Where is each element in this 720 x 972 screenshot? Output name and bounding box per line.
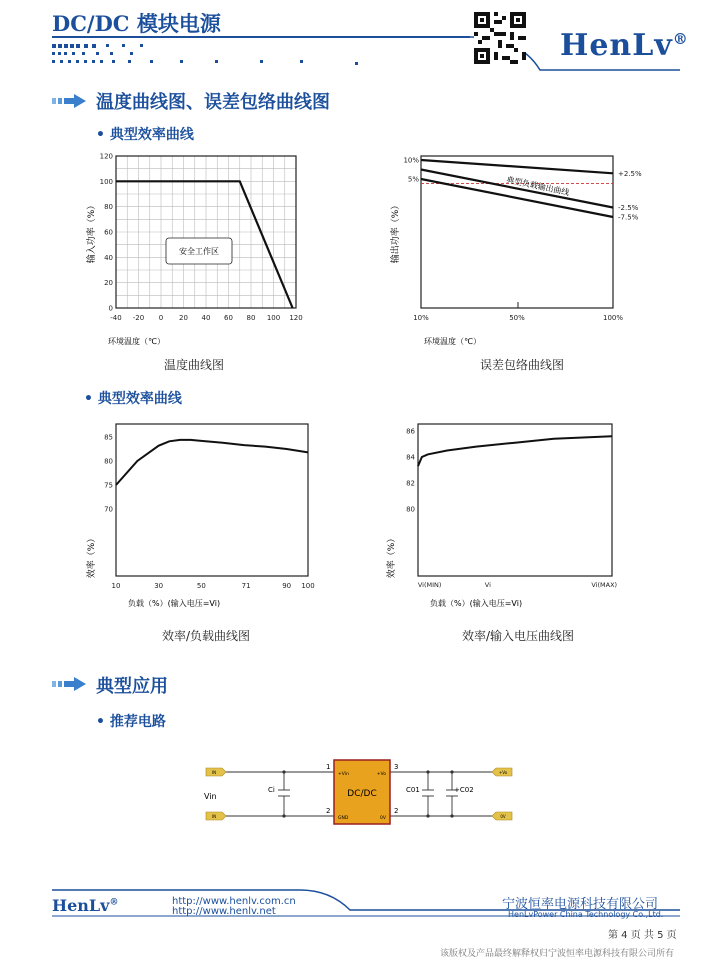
pin1-number: 1 [326,763,331,771]
x-tick-label: 60 [224,314,233,322]
pin-0v-label: 0V [380,816,386,821]
chart-series-line [421,160,613,173]
caption-efficiency-load: 效率/负载曲线图 [162,629,251,643]
svg-text:IN: IN [211,814,217,819]
y-tick-label: 60 [104,228,113,237]
section-arrow-icon [52,676,88,692]
chart-error-envelope [384,148,646,348]
copyright-notice: 该版权及产品最终解释权归宁波恒率电源科技有限公司所有 [440,949,675,959]
x-tick-label: 10% [413,314,429,322]
pin3-number: 3 [394,763,399,771]
svg-text:IN: IN [211,770,217,775]
chart-xlabel: 环境温度（℃） [424,337,481,346]
svg-text:0V: 0V [500,814,506,819]
footer-url-2[interactable]: http://www.henlv.net [172,906,276,917]
y-tick-label: 0 [108,304,113,313]
footer-company-cn: 宁波恒率电源科技有限公司 [502,897,659,912]
x-tick-label: 40 [201,314,211,322]
y-tick-label: 5% [407,175,419,184]
x-tick-label: 100 [301,582,315,590]
y-tick-label: 80 [104,457,113,466]
subtitle-circuit: • 推荐电路 [96,714,166,730]
y-tick-label: 40 [104,253,113,262]
ci-label: Ci [268,786,275,794]
y-tick-label: 86 [406,427,415,436]
pin-vin-label: +Vin [338,772,349,777]
svg-text:+Vo: +Vo [498,770,508,775]
y-tick-label: 70 [104,505,113,514]
page-header-title: DC/DC 模块电源 [52,11,221,36]
safe-zone-label: 安全工作区 [179,247,219,256]
x-tick-label: 80 [246,314,256,322]
pin2b-number: 2 [394,807,399,815]
chart-efficiency-vin [384,416,634,616]
pin2-number: 2 [326,807,331,815]
chart-ylabel: 效率（%） [87,533,97,579]
section-arrow-icon [52,93,88,109]
chart-xlabel: 环境温度（℃） [108,337,165,346]
x-tick-label: 50 [196,582,206,590]
caption-efficiency-vin: 效率/输入电压曲线图 [462,629,575,643]
x-tick-label: -20 [132,314,145,322]
input-terminal-bottom [206,812,226,820]
chart-series-line [418,436,612,466]
x-tick-label: -40 [110,314,122,322]
caption-temperature: 温度曲线图 [164,358,225,372]
output-terminal-top [492,768,512,776]
footer-url-1[interactable]: http://www.henlv.com.cn [172,896,296,907]
typical-load-label: 典型负载输出曲线 [505,175,571,198]
chart-frame [116,424,308,576]
chart-temperature [84,148,314,348]
module-label: DC/DC [347,789,377,799]
series-label: -7.5% [618,213,639,222]
y-tick-label: 100 [99,177,113,186]
subtitle-efficiency-2: • 典型效率曲线 [84,391,182,407]
x-tick-label: 10 [111,582,121,590]
chart-ylabel: 输出功率（%） [391,200,401,264]
y-tick-label: 80 [104,203,113,212]
footer-company-en: HenLvPower China Technology Co.,Ltd. [508,910,664,919]
vin-label: Vin [204,792,217,801]
output-terminal-bottom [492,812,512,820]
x-tick-label: 0 [158,314,164,322]
y-tick-label: 84 [406,453,415,462]
chart-series-line [421,170,613,208]
x-tick-label: 71 [241,582,251,590]
x-tick-label: Vi [484,581,491,589]
pin-vo-label: +Vo [376,772,386,777]
y-tick-label: 75 [104,481,113,490]
circuit-diagram [200,756,520,832]
x-tick-label: 50% [509,314,525,322]
chart-series-line [116,440,308,485]
x-tick-label: 100 [266,314,281,322]
qr-code-icon [474,12,526,64]
section-title-curves: 温度曲线图、误差包络曲线图 [96,92,330,113]
caption-error-envelope: 误差包络曲线图 [480,358,565,372]
chart-ylabel: 效率（%） [387,533,397,579]
y-tick-label: 120 [99,152,113,161]
c02-label: +C02 [454,786,474,794]
y-tick-label: 80 [406,505,415,514]
y-tick-label: 10% [403,156,419,165]
pin-gnd-label: GND [338,816,349,821]
x-tick-label: 90 [282,582,292,590]
x-tick-label: Vi(MAX) [591,581,618,589]
x-tick-label: 100% [602,314,624,322]
y-tick-label: 85 [104,433,113,442]
x-tick-label: 30 [154,582,164,590]
chart-xlabel: 负载（%）(输入电压=Vi) [128,599,221,608]
brand-logo: HenLv® [560,28,689,63]
chart-frame [418,424,612,576]
y-tick-label: 82 [406,479,415,488]
chart-xlabel: 负载（%）(输入电压=Vi) [430,599,523,608]
series-label: -2.5% [618,204,639,212]
chart-ylabel: 输入功率（%） [87,200,97,264]
subtitle-efficiency-1: • 典型效率曲线 [96,127,194,143]
c01-label: C01 [406,786,420,794]
x-tick-label: 120 [289,314,303,322]
x-tick-label: 20 [179,314,188,322]
series-label: +2.5% [618,169,642,178]
input-terminal-top [206,768,226,776]
chart-efficiency-load [84,416,324,616]
y-tick-label: 20 [104,279,113,288]
section-title-application: 典型应用 [96,676,168,697]
x-tick-label: Vi(MIN) [417,581,442,589]
footer-brand: HenLv® [52,896,119,915]
page-number: 第 4 页 共 5 页 [608,930,677,941]
